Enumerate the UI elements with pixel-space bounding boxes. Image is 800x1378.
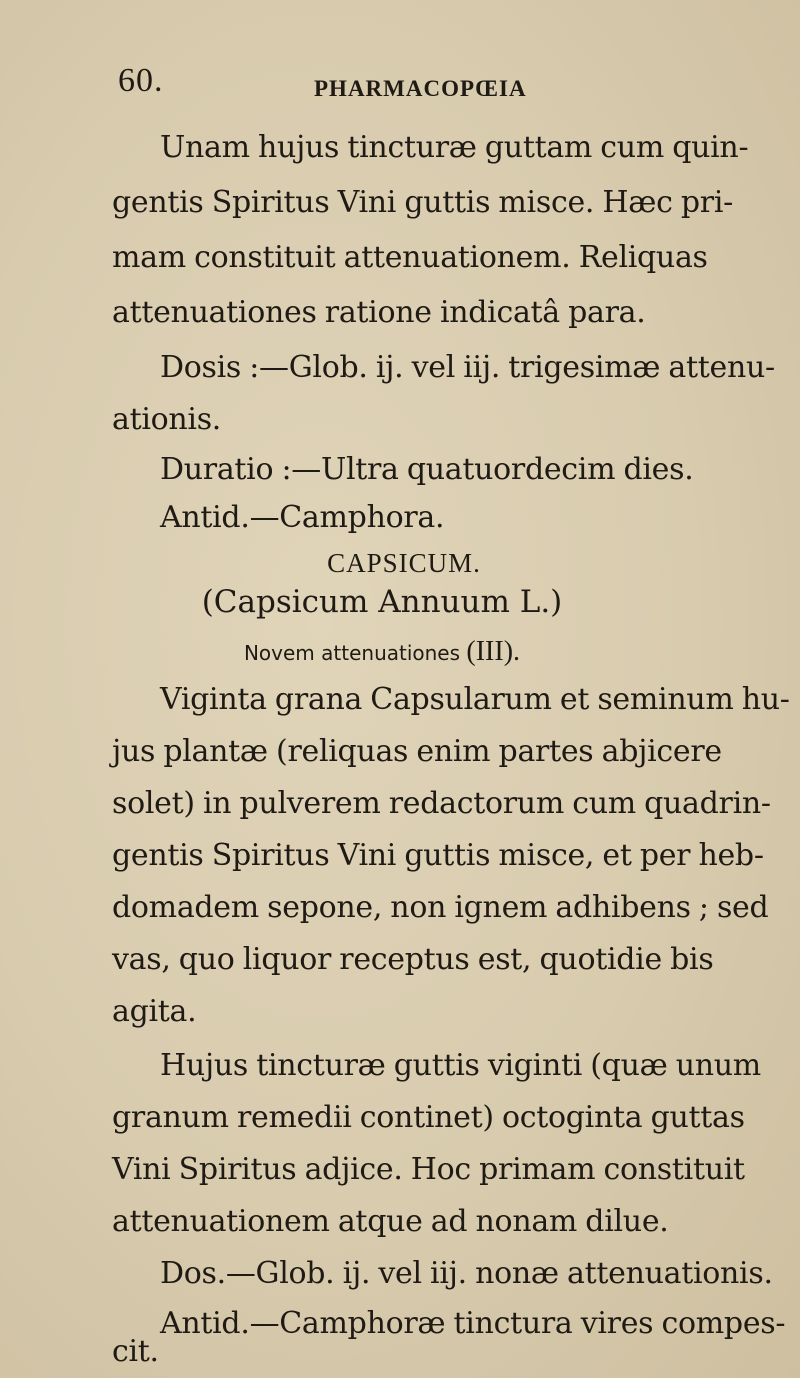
paragraph-2-line-3: solet) in pulverem redactorum cum quadrin- xyxy=(112,786,771,821)
paragraph-3-line-4: attenuationem atque ad nonam dilue. xyxy=(112,1204,669,1239)
paragraph-2-line-7: agita. xyxy=(112,994,197,1029)
running-head xyxy=(118,62,678,106)
paragraph-3-line-1: Hujus tincturæ guttis viginti (quæ unum xyxy=(160,1048,761,1083)
dosis-line-1: Dosis :—Glob. ij. vel iij. trigesimæ attenu- xyxy=(160,350,775,385)
running-title: PHARMACOPŒIA xyxy=(314,76,527,101)
paragraph-3-line-3: Vini Spiritus adjice. Hoc primam constituit xyxy=(112,1152,745,1187)
paragraph-1-line-1: Unam hujus tincturæ guttam cum quin- xyxy=(160,130,749,165)
section-note-text: Novem attenuationes xyxy=(243,641,461,665)
section-note xyxy=(112,636,652,668)
paragraph-2-line-5: domadem sepone, non ignem adhibens ; sed xyxy=(112,890,769,925)
paragraph-2-line-6: vas, quo liquor receptus est, quotidie bis xyxy=(112,942,714,977)
section-subtitle: (Capsicum Annuum L.) xyxy=(201,584,563,620)
paragraph-2-line-2: jus plantæ (reliquas enim partes abjicere xyxy=(112,734,722,769)
paragraph-1-line-3: mam constituit attenuationem. Reliquas xyxy=(112,240,708,275)
dosis-2-line: Dos.—Glob. ij. vel iij. nonæ attenuationis. xyxy=(160,1256,773,1291)
antidote-2-line-1: Antid.—Camphoræ tinctura vires compes- xyxy=(160,1306,786,1341)
page-number: 60. xyxy=(118,62,164,99)
paragraph-1-line-2: gentis Spiritus Vini guttis misce. Hæc pri- xyxy=(112,185,733,220)
antidote-2-line-2: cit. xyxy=(112,1334,159,1369)
paragraph-3-line-2: granum remedii continet) octoginta guttas xyxy=(112,1100,745,1135)
paragraph-2-line-1: Viginta grana Capsularum et seminum hu- xyxy=(160,682,790,717)
duratio-line: Duratio :—Ultra quatuordecim dies. xyxy=(160,452,694,487)
paragraph-1-line-4: attenuationes ratione indicatâ para. xyxy=(112,295,646,330)
antidote-line-1: Antid.—Camphora. xyxy=(160,500,445,535)
section-title: CAPSICUM. xyxy=(327,548,481,578)
paragraph-2-line-4: gentis Spiritus Vini guttis misce, et per heb- xyxy=(112,838,764,873)
dosis-line-2: ationis. xyxy=(112,402,222,437)
section-note-roman: (III). xyxy=(466,636,521,667)
